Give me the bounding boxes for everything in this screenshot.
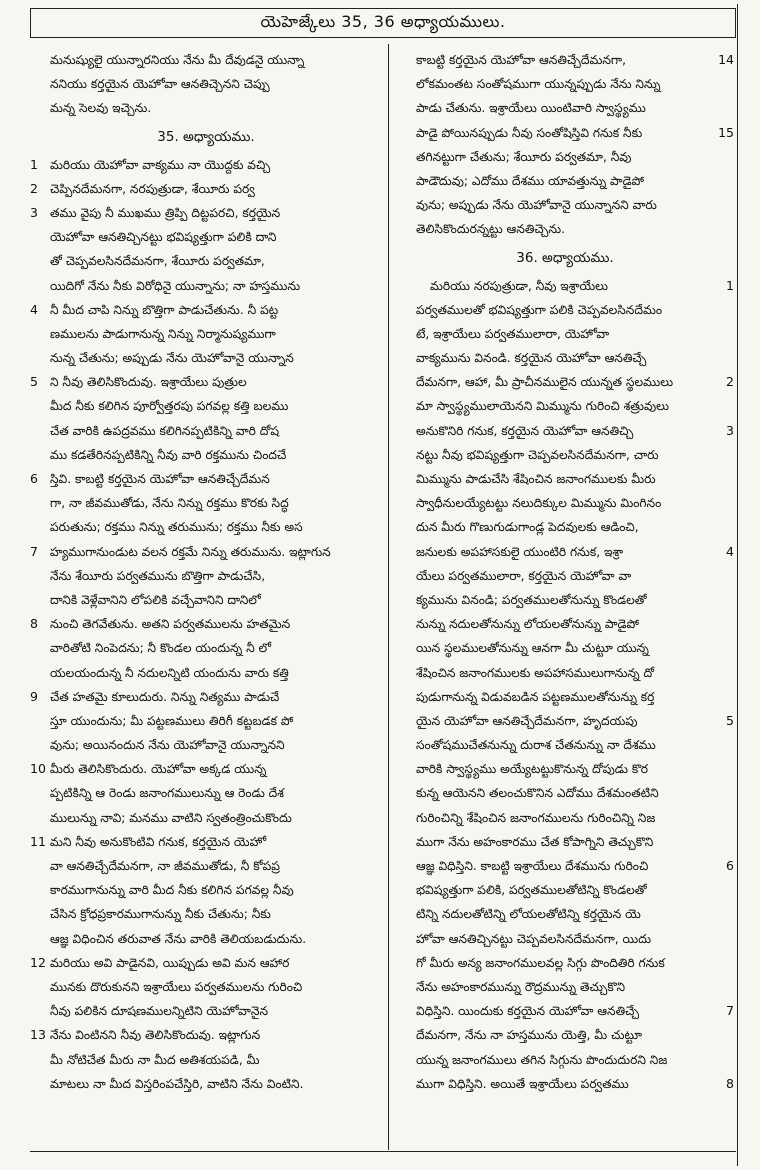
- verse-number: 7: [30, 543, 38, 559]
- verse-text: కాబట్టి కర్తయైన యెహోవా ఆనతిచ్చేదేమనగా,: [416, 53, 626, 67]
- text-line: [396, 121, 734, 145]
- verse-number: 13: [30, 1027, 46, 1043]
- verse-text: విధిస్తిని. యిందుకు కర్తయైన యెహోవా ఆనతిచ్చే: [416, 1004, 640, 1019]
- text-line: [396, 830, 734, 854]
- text-line: [30, 685, 382, 709]
- verse-text: జనులకు అపహాసకులై యుంటిరి గనుక, ఇశ్రా: [416, 544, 624, 559]
- text-line: [396, 975, 734, 999]
- verse-text: నీ మీద చాపి నిన్ను బొత్తిగా పాడుచేతును. నీ పట్ట: [50, 302, 279, 317]
- text-line: [30, 951, 382, 975]
- verse-text: కారముగానున్ను వారి మీద నీకు కలిగిన పగవల్ల నీవు: [50, 883, 294, 898]
- text-line: [396, 951, 734, 975]
- text-line: [396, 394, 734, 418]
- text-line: [396, 1048, 734, 1072]
- verse-text: స్తివి. కాబట్టి కర్తయైన యెహోవా ఆనతిచ్చేదేమన: [50, 472, 270, 486]
- verse-text: చెప్పినదేమనగా, నరపుత్రుడా, శేయీరు పర్వ: [50, 181, 255, 196]
- verse-text: హ్యముగానుండుట వలన రక్తమే నిన్ను తరుమును. ఇట్లాగున: [50, 544, 331, 559]
- text-line: [30, 1072, 382, 1096]
- verse-text: మరియు నరపుత్రుడా, నీవు ఇశ్రాయేలు: [430, 278, 608, 293]
- verse-text: యున్న జనాంగములు తగిన సిగ్గును పొందుదురని నిజ: [416, 1052, 668, 1067]
- text-line: [396, 902, 734, 926]
- bottom-rule: [30, 1151, 736, 1152]
- text-line: [30, 878, 382, 902]
- verse-number: 3: [726, 422, 734, 438]
- left-column: [30, 48, 382, 1148]
- verse-text: చేత హతమై కూలుదురు. నిన్ను నిత్యము పాడుచే: [50, 689, 280, 704]
- verse-text: నేను వింటినని నీవు తెలిసికొందువు. ఇట్లాగున: [50, 1028, 261, 1043]
- text-line: [396, 467, 734, 491]
- verse-text: గురించిన్ని శేషించిన జనాంగములను గురించిన్ని నిజ: [416, 810, 656, 825]
- verse-text: మరియు యెహోవా వాక్యము నా యొద్దకు వచ్చి: [50, 157, 271, 172]
- text-line: [30, 564, 382, 588]
- text-line: [30, 72, 382, 96]
- verse-number: 1: [726, 277, 734, 293]
- text-line: [30, 1023, 382, 1047]
- verse-text: దేమనగా, ఆహా, మీ ప్రాచీనములైన యున్నత స్థలములు: [416, 375, 674, 390]
- text-line: [396, 169, 734, 193]
- verse-number: 10: [30, 761, 46, 777]
- verse-text: నేను శేయీరు పర్వతమును బొత్తిగా పాడుచేసి,: [50, 568, 266, 583]
- text-line: [30, 394, 382, 418]
- right-margin-rule: [737, 4, 738, 1166]
- verse-text: ణములను పాడుగానున్న నిన్ను నిర్మానుష్యముగా: [50, 326, 276, 341]
- text-line: [396, 1023, 734, 1047]
- right-column: [396, 48, 734, 1148]
- column-divider: [388, 44, 389, 1150]
- text-line: [396, 370, 734, 394]
- text-line: [396, 564, 734, 588]
- verse-text: మాటలు నా మీద విస్తరింపచేస్తిరి, వాటిని నేను వింటిని.: [50, 1076, 304, 1091]
- verse-text: 36. అధ్యాయము.: [516, 249, 614, 266]
- text-line: [396, 145, 734, 169]
- verse-text: తెలిసికొందురన్నట్టు ఆనతిచ్చెను.: [416, 222, 565, 237]
- verse-text: వాక్యమును వినండి. కర్తయైన యెహోవా ఆనతిచ్చే: [416, 351, 647, 366]
- page-title: యెహెజ్కేలు 35, 36 అధ్యాయములు.: [260, 11, 506, 31]
- text-line: [30, 274, 382, 298]
- verse-text: శేషించిన జనాంగములకు అపహాసములుగానున్న దో: [416, 665, 655, 680]
- verse-number: 8: [726, 1075, 734, 1091]
- text-line: [396, 806, 734, 830]
- verse-text: యేలు పర్వతములారా, కర్తయైన యెహోవా వా: [416, 568, 632, 583]
- verse-text: ప్పటికిన్ని ఆ రెండు జనాంగములున్ను ఆ రెండు దేశ: [50, 786, 284, 801]
- verse-text: ముగా నేను అహంకారము చేత కోపాగ్నిని తెచ్చుకొని: [416, 834, 654, 849]
- verse-text: చేత వారికి ఉపద్రవము కలిగినప్పటికిన్ని వారి దోష: [50, 423, 280, 438]
- text-line: [30, 636, 382, 660]
- text-line: [30, 757, 382, 781]
- text-line: [396, 298, 734, 322]
- verse-number: 7: [726, 1003, 734, 1019]
- text-line: [30, 419, 382, 443]
- verse-number: 6: [726, 858, 734, 873]
- verse-text: మునకు దొరుకునని ఇశ్రాయేలు పర్వతములను గురించి: [50, 979, 303, 994]
- verse-number: 5: [30, 374, 38, 390]
- verse-text: నీవు పలికిన దూషణములన్నిటిని యెహోవానైన: [50, 1004, 269, 1019]
- verse-text: మరియు అవి పాడైనవి, యిప్పుడు అవి మన ఆహార: [50, 955, 290, 970]
- text-line: [30, 830, 382, 854]
- text-line: [396, 927, 734, 951]
- verse-text: మీరు తెలిసికొందురు. యెహోవా అక్కడ యున్న: [50, 762, 267, 777]
- verse-text: స్వాధీనులయ్యేటట్టు నలుదిక్కుల మిమ్మును మింగినం: [416, 496, 662, 511]
- text-line: [30, 225, 382, 249]
- text-line: [396, 757, 734, 781]
- text-line: [396, 274, 734, 298]
- verse-text: యిదిగో నేను నీకు విరోధినై యున్నాను; నా హస్తమును: [50, 278, 301, 293]
- verse-text: పాడు చేతును. ఇశ్రాయేలు యింటివారి స్వాస్థ్యము: [416, 101, 646, 116]
- verse-text: గో మీరు అన్య జనాంగములవల్ల సిగ్గు పొందితిరి గనుక: [416, 955, 665, 970]
- verse-text: పుడుగానున్న విడువబడిన పట్టణములతోనున్ను కర్త: [416, 689, 655, 704]
- text-line: [30, 540, 382, 564]
- verse-text: టిన్ని నదులతోటిన్ని లోయలతోటిన్ని కర్తయైన యె: [416, 907, 641, 922]
- verse-text: ఆజ్ఞ విధిస్తిని. కాబట్టి ఇశ్రాయేలు దేశమును గురించి: [416, 859, 649, 873]
- text-line: [396, 491, 734, 515]
- verse-text: నుంచి తెగవేతును. అతని పర్వతములను హతమైన: [50, 617, 291, 632]
- text-line: [30, 1048, 382, 1072]
- text-line: [30, 48, 382, 72]
- text-line: [30, 177, 382, 201]
- verse-number: 5: [726, 712, 734, 728]
- verse-text: సంతోషముచేతనున్ను దురాశ చేతనున్ను నా దేశము: [416, 738, 656, 753]
- verse-number: 3: [30, 204, 38, 220]
- text-line: [30, 588, 382, 612]
- text-line: [396, 515, 734, 539]
- verse-text: మన్న సెలవు ఇచ్చెను.: [50, 101, 152, 116]
- verse-text: వా ఆనతిచ్చేదేమనగా, నా జీవముతోడు, నీ కోపప్ర: [50, 859, 280, 873]
- text-line: [396, 1072, 734, 1096]
- text-line: [30, 370, 382, 394]
- verse-text: భవిష్యత్తుగా పలికి, పర్వతములతోటిన్ని కొండలతో: [416, 883, 647, 898]
- text-line: [396, 733, 734, 757]
- verse-text: ము కడతేరినప్పటికిన్ని నీవు వారి రక్తమును చిందచే: [50, 447, 287, 462]
- verse-text: మిమ్మును పాడుచేసి శేషించిన జనాంగములకు మీరు: [416, 472, 656, 486]
- verse-text: పాడౌదువు; ఎదోము దేశము యావత్తున్ను పాడైపో: [416, 173, 645, 188]
- verse-text: చేసిన క్రోధప్రకారముగానున్ను నీకు చేతును; నీకు: [50, 907, 271, 922]
- verse-text: పాడై పోయినప్పుడు నీవు సంతోషిస్తివి గనుక నీకు: [416, 125, 643, 140]
- verse-text: అనుకొనిరి గనుక, కర్తయైన యెహోవా ఆనతిచ్చి: [416, 423, 634, 438]
- verse-number: 11: [30, 833, 46, 849]
- text-line: [30, 346, 382, 370]
- verse-number: 4: [726, 543, 734, 559]
- verse-number: 8: [30, 616, 38, 632]
- text-line: [30, 854, 382, 878]
- verse-text: స్తూ యుందును; మీ పట్టణములు తిరిగీ కట్టబడక పో: [50, 713, 294, 728]
- text-line: [396, 193, 734, 217]
- verse-text: లోకమంతట సంతోషముగా యున్నప్పుడు నేను నిన్ను: [416, 77, 661, 92]
- text-line: [30, 927, 382, 951]
- verse-text: ని నీవు తెలిసికొందువు. ఇశ్రాయేలు పుత్రుల: [50, 375, 247, 390]
- text-line: [396, 443, 734, 467]
- verse-number: 6: [30, 471, 38, 486]
- verse-text: మీ నోటిచేత మీరు నా మీద అతిశయపడి, మీ: [50, 1052, 260, 1067]
- verse-text: వును; అయినందున నేను యెహోవానై యున్నానని: [50, 738, 285, 753]
- verse-text: హోవా ఆనతిచ్చినట్టు చెప్పవలసినదేమనగా, యిదు: [416, 931, 652, 946]
- verse-text: నున్ను నదులతోనున్ను లోయలతోనున్ను పాడైపో: [416, 617, 639, 632]
- text-line: [30, 467, 382, 491]
- verse-text: మని నీవు అనుకొంటివి గనుక, కర్తయైన యెహో: [50, 834, 267, 849]
- text-line: [396, 854, 734, 878]
- verse-text: కున్న ఆయెనని తలంచుకొనిన ఎదోము దేశమంతటిని: [416, 786, 659, 801]
- verse-text: ననియు కర్తయైన యెహోవా ఆనతిచ్చెనని చెప్పు: [50, 77, 270, 92]
- text-line: [30, 612, 382, 636]
- text-line: [396, 48, 734, 72]
- text-line: [30, 298, 382, 322]
- text-line: [30, 709, 382, 733]
- verse-text: పరుతును; రక్తము నిన్ను తరుమును; రక్తము నీకు అస: [50, 520, 303, 535]
- verse-text: తో చెప్పవలసినదేమనగా, శేయీరు పర్వతమా,: [50, 254, 265, 269]
- text-line: [396, 540, 734, 564]
- text-line: [396, 612, 734, 636]
- chapter-heading: [30, 121, 382, 153]
- text-line: [30, 781, 382, 805]
- verse-text: యలయందున్న నీ నదులన్నిటి యందును వారు కత్తి: [50, 665, 289, 680]
- text-line: [30, 96, 382, 120]
- text-line: [396, 217, 734, 241]
- verse-text: మా స్వాస్థ్యములాయెనని మిమ్మును గురించి శత్రువులు: [416, 399, 670, 414]
- text-line: [30, 153, 382, 177]
- text-line: [396, 999, 734, 1023]
- verse-text: మీద నీకు కలిగిన పూర్వోత్తరపు పగవల్ల కత్తి బలము: [50, 399, 289, 414]
- verse-text: ముగా విధిస్తిని. అయితే ఇశ్రాయేలు పర్వతము: [416, 1076, 629, 1091]
- text-line: [30, 201, 382, 225]
- verse-number: 2: [726, 374, 734, 390]
- verse-text: యైన యెహోవా ఆనతిచ్చేదేమనగా, హృదయపు: [416, 713, 638, 728]
- verse-text: దానికి వెళ్లేవానిని లోపలికి వచ్చేవానిని దానిలో: [50, 592, 261, 607]
- text-line: [30, 515, 382, 539]
- verse-number: 9: [30, 688, 38, 704]
- text-line: [396, 781, 734, 805]
- text-line: [30, 491, 382, 515]
- verse-text: క్యమును వినండి; పర్వతములతోనున్ను కొండలతో: [416, 592, 647, 607]
- verse-text: దున మీరు గొణుగుడుగాండ్ల పెదవులకు ఆడించి,: [416, 520, 639, 535]
- verse-text: గా, నా జీవముతోడు, నేను నిన్ను రక్తము కొరకు సిద్ధ: [50, 496, 289, 511]
- text-line: [30, 806, 382, 830]
- verse-text: నేను అహంకారమున్ను రౌద్రమున్ను తెచ్చుకొని: [416, 979, 626, 994]
- verse-number: 15: [718, 124, 734, 140]
- text-line: [30, 999, 382, 1023]
- verse-number: 4: [30, 301, 38, 317]
- verse-text: నున్న చేతును; అప్పుడు నేను యెహోవానై యున్నాన: [50, 351, 294, 366]
- verse-text: దేమనగా, నేను నా హస్తమును యెత్తి, మీ చుట్టూ: [416, 1028, 643, 1043]
- page-header-box: [30, 8, 736, 38]
- verse-number: 14: [718, 52, 734, 67]
- verse-text: ములున్ను నావి; మనము వాటిని స్వతంత్రించుకొందు: [50, 810, 292, 825]
- verse-text: వును; అప్పుడు నేను యెహోవానై యున్నానని వారు: [416, 198, 657, 213]
- verse-text: వారికి స్వాస్థ్యము అయ్యేటట్టుకొనున్న దోపుడు కొర: [416, 762, 649, 777]
- text-line: [30, 443, 382, 467]
- verse-number: 1: [30, 156, 38, 172]
- text-line: [396, 636, 734, 660]
- verse-number: 12: [30, 954, 46, 970]
- verse-text: యిన స్థలములతోనున్ను ఆనగా మీ చుట్టూ యున్న: [416, 641, 649, 656]
- verse-text: ఆజ్ఞ విధించిన తరువాత నేను వారికి తెలియబడుదును.: [50, 931, 307, 946]
- text-line: [30, 733, 382, 757]
- text-line: [396, 588, 734, 612]
- text-line: [30, 902, 382, 926]
- text-line: [30, 661, 382, 685]
- verse-text: నట్టు నీవు భవిష్యత్తుగా చెప్పవలసినదేమనగా, చారు: [416, 447, 659, 462]
- text-line: [30, 975, 382, 999]
- text-line: [396, 96, 734, 120]
- text-line: [396, 661, 734, 685]
- verse-text: తగినట్టుగా చేతును; శేయీరు పర్వతమా, నీవు: [416, 149, 632, 164]
- text-line: [396, 72, 734, 96]
- text-line: [396, 419, 734, 443]
- verse-text: టే, ఇశ్రాయేలు పర్వతములారా, యెహోవా: [416, 326, 610, 341]
- verse-text: తము వైపు నీ ముఖము త్రిప్పి దిట్టపరచి, కర్తయైన: [50, 205, 281, 220]
- verse-number: 2: [30, 180, 38, 196]
- text-line: [396, 346, 734, 370]
- text-line: [396, 878, 734, 902]
- text-line: [30, 249, 382, 273]
- text-line: [396, 322, 734, 346]
- verse-text: మనుష్యులై యున్నారనియు నేను మీ దేవుడనై యున్నా: [50, 53, 305, 67]
- verse-text: వారితోటి నింపెదను; నీ కొండల యందున్న నీ లో: [50, 641, 272, 656]
- verse-text: పర్వతములతో భవిష్యత్తుగా పలికి చెప్పవలసినదేమం: [416, 302, 663, 317]
- chapter-heading: [396, 242, 734, 274]
- verse-text: 35. అధ్యాయము.: [157, 128, 255, 145]
- text-line: [396, 709, 734, 733]
- verse-text: యెహోవా ఆనతిచ్చినట్టు భవిష్యత్తుగా పలికి దాని: [50, 230, 277, 245]
- text-line: [396, 685, 734, 709]
- text-line: [30, 322, 382, 346]
